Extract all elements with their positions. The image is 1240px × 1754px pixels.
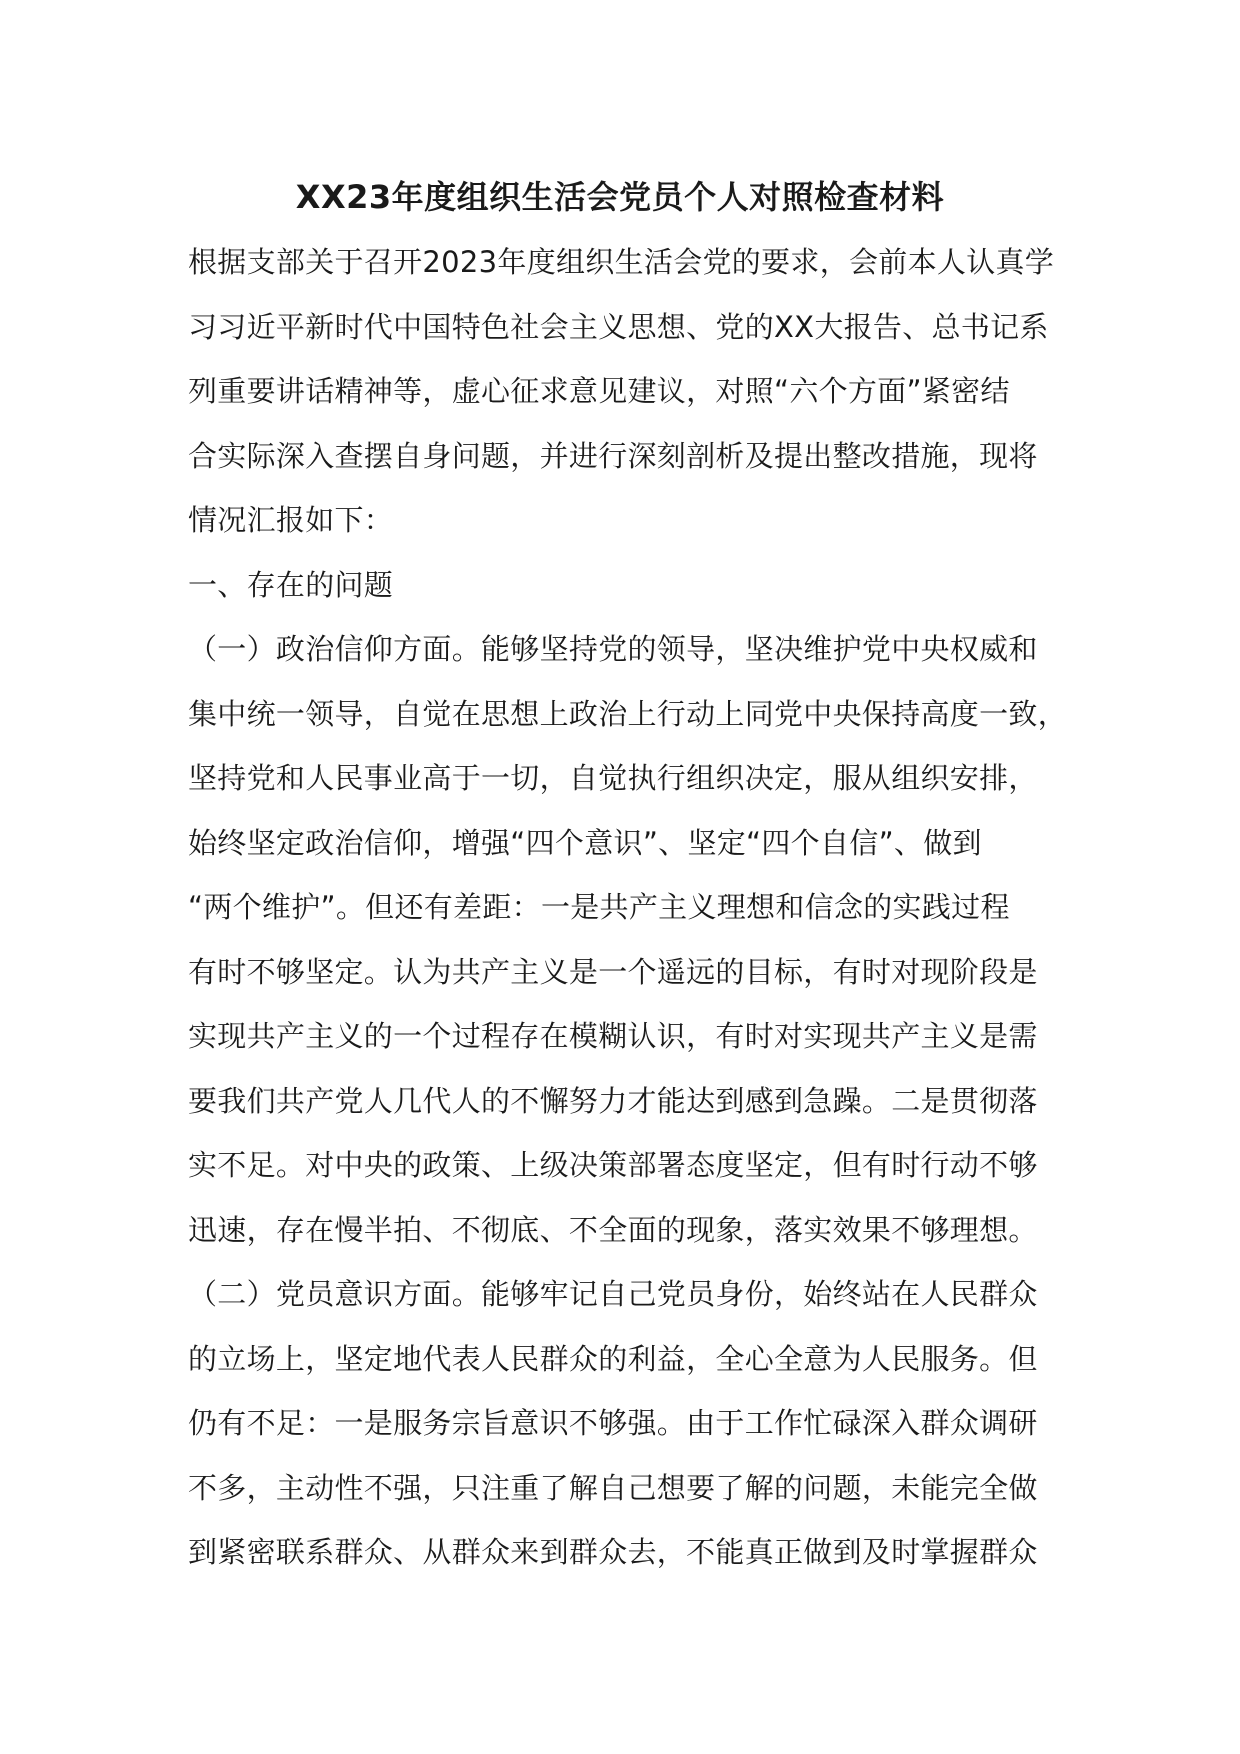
body-line: 仍有不足：一是服务宗旨意识不够强。由于工作忙碌深入群众调研 <box>188 1406 1038 1440</box>
body-line: 合实际深入查摆自身问题，并进行深刻剖析及提出整改措施，现将 <box>188 438 1038 473</box>
body-line: 迅速，存在慢半拍、不彻底、不全面的现象，落实效果不够理想。 <box>188 1212 1038 1247</box>
body-line: 情况汇报如下： <box>188 503 394 537</box>
body-line: 根据支部关于召开2023年度组织生活会党的要求，会前本人认真学 <box>188 245 1055 279</box>
body-line: 集中统一领导，自觉在思想上政治上行动上同党中央保持高度一致， <box>188 696 1068 731</box>
body-line: 列重要讲话精神等，虚心征求意见建议，对照“六个方面”紧密结 <box>188 374 1010 408</box>
body-line: 的立场上，坚定地代表人民群众的利益，全心全意为人民服务。但 <box>188 1341 1038 1376</box>
body-line: 始终坚定政治信仰，增强“四个意识”、坚定“四个自信”、做到 <box>188 825 982 860</box>
body-line: “两个维护”。但还有差距：一是共产主义理想和信念的实践过程 <box>188 890 1010 924</box>
body-line: 有时不够坚定。认为共产主义是一个遥远的目标，有时对现阶段是 <box>188 954 1038 989</box>
body-line: 实不足。对中央的政策、上级决策部署态度坚定，但有时行动不够 <box>188 1148 1038 1182</box>
body-line: 不多，主动性不强，只注重了解自己想要了解的问题，未能完全做 <box>188 1470 1038 1505</box>
document-body <box>188 230 1088 1585</box>
body-line: （二）党员意识方面。能够牢记自己党员身份，始终站在人民群众 <box>188 1277 1038 1311</box>
body-line: 习习近平新时代中国特色社会主义思想、党的XX大报告、总书记系 <box>188 309 1049 344</box>
document-title: XX23年度组织生活会党员个人对照检查材料 <box>295 178 945 216</box>
body-line: 实现共产主义的一个过程存在模糊认识，有时对实现共产主义是需 <box>188 1019 1038 1053</box>
body-line: （一）政治信仰方面。能够坚持党的领导，坚决维护党中央权威和 <box>188 632 1038 666</box>
body-line: 坚持党和人民事业高于一切，自觉执行组织决定，服从组织安排， <box>188 761 1038 795</box>
section-heading: 一、存在的问题 <box>188 567 394 602</box>
body-line: 要我们共产党人几代人的不懈努力才能达到感到急躁。二是贯彻落 <box>188 1083 1038 1118</box>
body-line: 到紧密联系群众、从群众来到群众去，不能真正做到及时掌握群众 <box>188 1535 1038 1569</box>
